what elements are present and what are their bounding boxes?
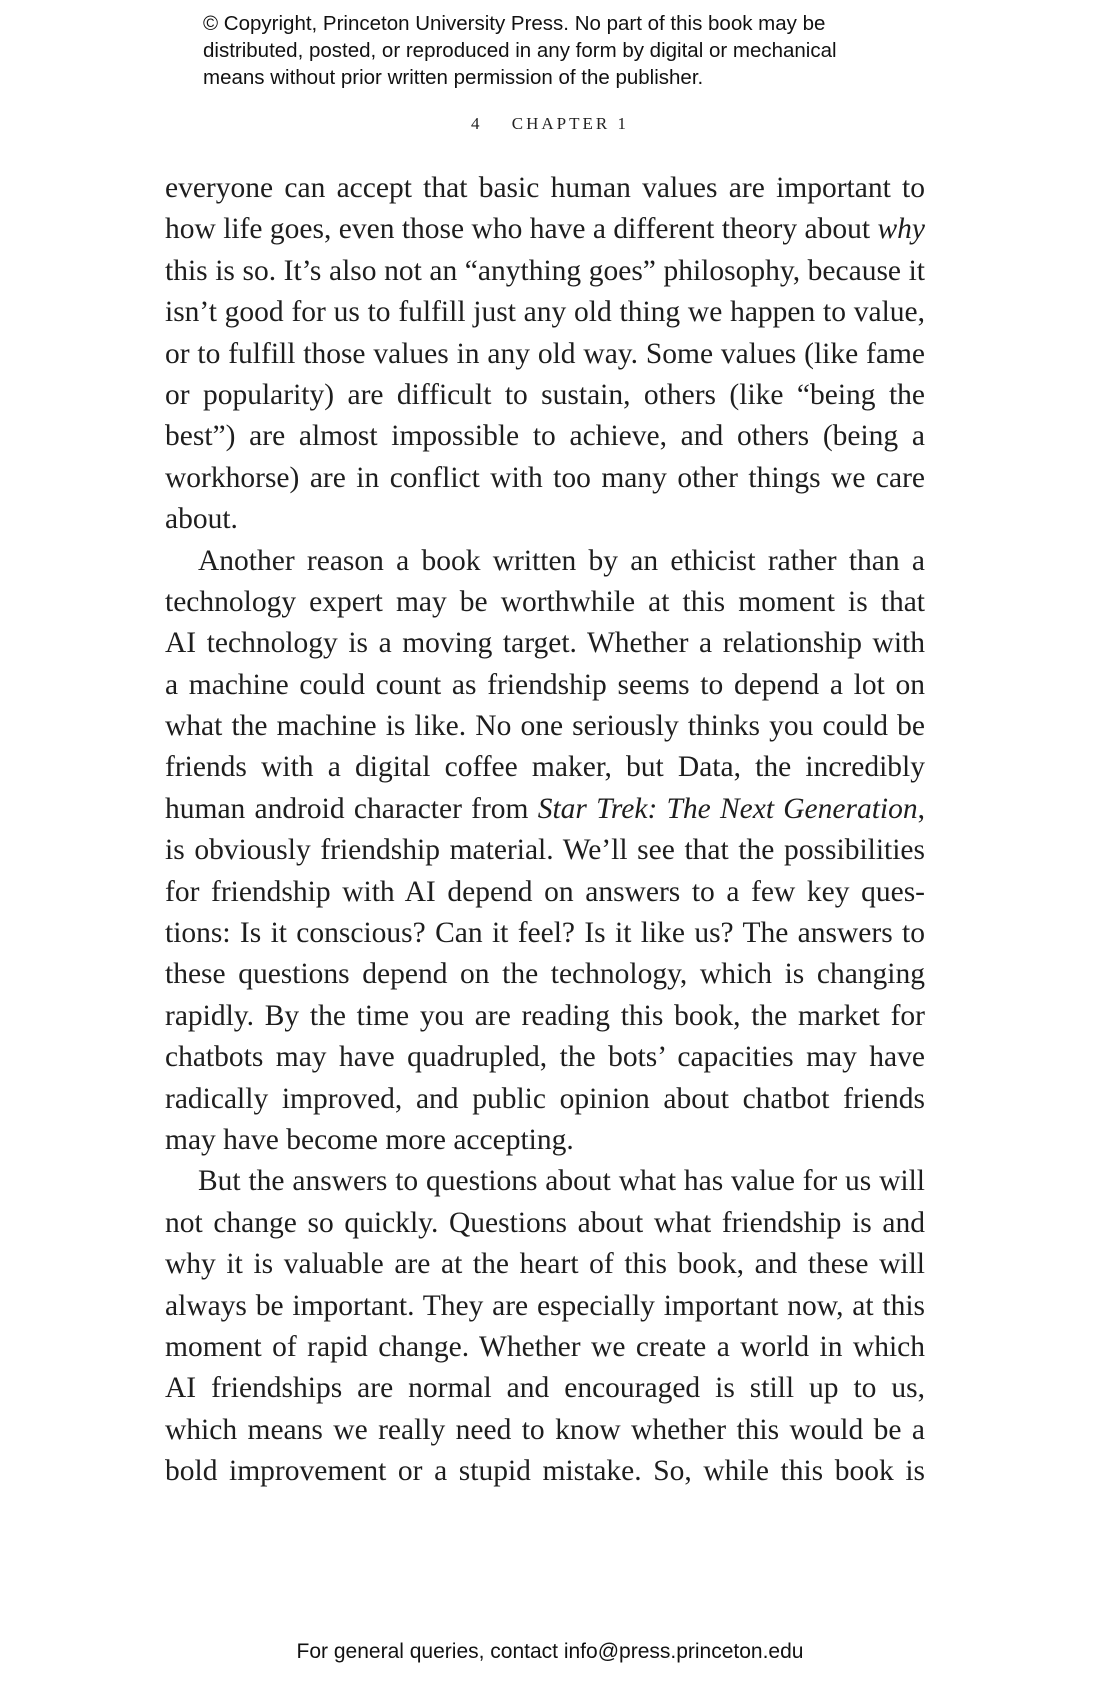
text-run: Another reason a book written by an ethicist rather than a — [198, 544, 925, 577]
copyright-line: distributed, posted, or reproduced in any form by digital or mechanical — [203, 39, 837, 62]
text-line — [165, 582, 925, 623]
text-line — [165, 1368, 925, 1409]
paragraph — [165, 168, 925, 541]
text-line — [165, 830, 925, 871]
copyright-line: © Copyright, Princeton University Press. No part of this book may be — [203, 12, 826, 35]
text-line — [165, 209, 925, 250]
text-line — [165, 541, 925, 582]
text-run: rapidly. By the time you are reading this book, the market for — [165, 999, 925, 1032]
text-run: may have become more accepting. — [165, 1123, 574, 1156]
copyright-line: means without prior written permission of the publisher. — [203, 66, 704, 89]
italic-text: Star Trek: The Next Generation — [537, 792, 918, 825]
italic-text: why — [877, 213, 925, 246]
text-line — [165, 251, 925, 292]
text-run: why it is valuable are at the heart of this book, and these will — [165, 1248, 925, 1281]
text-run: technology expert may be worthwhile at this moment is that — [165, 585, 925, 618]
body-text — [165, 168, 925, 1493]
text-line — [165, 996, 925, 1037]
text-run: this is so. It’s also not an “anything goes” philosophy, because it — [165, 254, 925, 287]
paragraph — [165, 541, 925, 1162]
text-line — [165, 458, 925, 499]
text-line — [165, 375, 925, 416]
text-line — [165, 499, 925, 540]
text-run: AI technology is a moving target. Whether a relationship with — [165, 627, 925, 660]
text-line — [165, 168, 925, 209]
text-line — [165, 747, 925, 788]
text-run: , — [917, 792, 925, 825]
text-run: about. — [165, 503, 238, 536]
text-line — [165, 1079, 925, 1120]
text-run: moment of rapid change. Whether we create a world in which — [165, 1330, 925, 1363]
text-run: how life goes, even those who have a different theory about — [165, 213, 878, 246]
text-line — [165, 292, 925, 333]
text-run: for friendship with AI depend on answers to a few key ques- — [165, 875, 925, 908]
text-run: AI friendships are normal and encouraged is still up to us, — [165, 1372, 925, 1405]
text-line — [165, 1037, 925, 1078]
text-line — [165, 1203, 925, 1244]
text-run: what the machine is like. No one seriously thinks you could be — [165, 710, 925, 743]
text-line — [165, 1244, 925, 1285]
text-line — [165, 872, 925, 913]
text-line — [165, 1161, 925, 1202]
text-line — [165, 1120, 925, 1161]
text-line — [165, 954, 925, 995]
text-run: everyone can accept that basic human values are important to — [165, 172, 925, 204]
text-run: bold improvement or a stupid mistake. So, while this book is — [165, 1455, 925, 1488]
text-run: But the answers to questions about what has value for us will — [198, 1165, 925, 1198]
text-line — [165, 706, 925, 747]
footer-contact: For general queries, contact info@press.princeton.edu — [296, 1640, 804, 1663]
text-run: best”) are almost impossible to achieve, and others (being a — [165, 420, 925, 453]
text-run: these questions depend on the technology, which is changing — [165, 958, 925, 991]
text-run: radically improved, and public opinion about chatbot friends — [165, 1082, 925, 1115]
paragraph — [165, 1161, 925, 1492]
text-run: or popularity) are difficult to sustain, others (like “being the — [165, 378, 925, 411]
text-run: human android character from — [165, 792, 538, 825]
text-run: is obviously friendship material. We’ll see that the possibilities — [165, 834, 925, 867]
text-line — [165, 789, 925, 830]
text-line — [165, 623, 925, 664]
text-run: tions: Is it conscious? Can it feel? Is it like us? The answers to — [165, 917, 925, 950]
text-line — [165, 1286, 925, 1327]
text-run: which means we really need to know whether this would be a — [165, 1413, 925, 1446]
text-line — [165, 416, 925, 457]
chapter-label: CHAPTER 1 — [511, 114, 629, 133]
page-number: 4 — [471, 114, 483, 133]
text-run: friends with a digital coffee maker, but Data, the incredibly — [165, 751, 925, 784]
text-run: chatbots may have quadrupled, the bots’ capacities may have — [165, 1041, 925, 1074]
text-run: a machine could count as friendship seems to depend a lot on — [165, 668, 925, 701]
text-line — [165, 1451, 925, 1492]
text-line — [165, 665, 925, 706]
copyright-notice — [203, 10, 963, 91]
text-line — [165, 913, 925, 954]
text-line — [165, 334, 925, 375]
text-run: always be important. They are especially important now, at this — [165, 1289, 925, 1322]
text-run: not change so quickly. Questions about what friendship is and — [165, 1206, 925, 1239]
text-run: or to fulfill those values in any old way. Some values (like fame — [165, 337, 925, 370]
text-line — [165, 1410, 925, 1451]
text-run: workhorse) are in conflict with too many other things we care — [165, 461, 925, 494]
running-head — [0, 114, 1100, 134]
text-run: isn’t good for us to fulfill just any old thing we happen to value, — [165, 296, 925, 329]
text-line — [165, 1327, 925, 1368]
